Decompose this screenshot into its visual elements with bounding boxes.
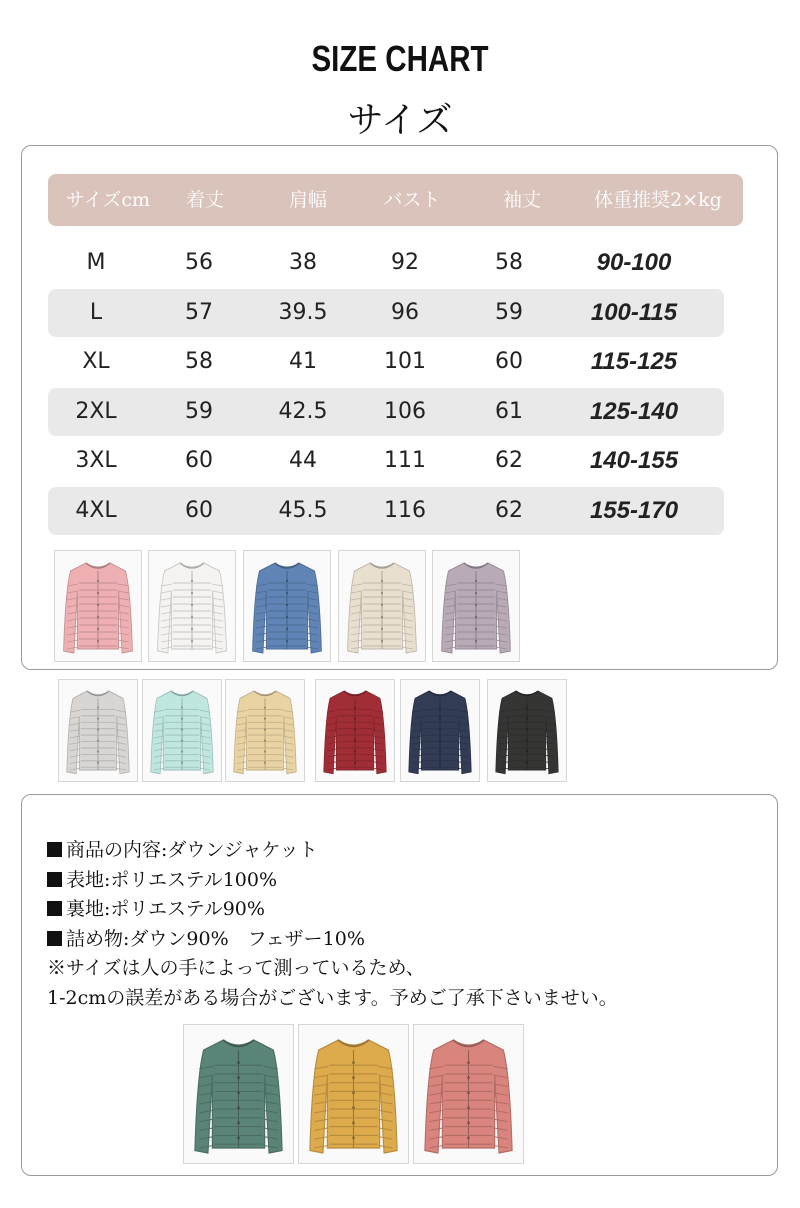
size-row-2xl [48, 388, 724, 436]
cell-length: 59 [185, 398, 213, 424]
info-line: 詰め物:ダウン90% フェザー10% [47, 925, 767, 955]
jacket-image [149, 551, 235, 661]
jacket-image [433, 551, 519, 661]
cell-shoulder: 39.5 [278, 299, 328, 325]
jacket-image [316, 680, 394, 781]
color-swatch-row3-3 [413, 1024, 524, 1164]
page-subtitle: サイズ [347, 100, 453, 141]
size-row-l [48, 289, 724, 337]
color-swatch-row1-5 [432, 550, 520, 662]
color-swatch-row1-2 [148, 550, 236, 662]
size-row-3xl [48, 437, 724, 485]
jacket-image [414, 1025, 523, 1163]
cell-sleeve: 62 [495, 448, 523, 473]
cell-shoulder: 41 [289, 349, 317, 374]
color-swatch-row2-2 [142, 679, 222, 782]
color-swatch-row2-3 [225, 679, 305, 782]
color-swatch-row1-4 [338, 550, 426, 662]
jacket-image [59, 680, 137, 781]
cell-sleeve: 59 [495, 299, 523, 325]
header-sleeve: 袖丈 [502, 189, 542, 211]
cell-size: 2XL [75, 398, 117, 424]
cell-size: 4XL [75, 497, 117, 523]
jacket-image [143, 680, 221, 781]
cell-bust: 92 [391, 250, 419, 275]
cell-shoulder: 38 [289, 250, 317, 275]
size-row-4xl [48, 487, 724, 535]
bullet-square-icon [47, 931, 62, 946]
bullet-square-icon [47, 901, 62, 916]
cell-shoulder: 45.5 [278, 497, 328, 523]
cell-weight: 140-155 [589, 447, 679, 474]
size-table-header [48, 174, 743, 226]
cell-size: L [89, 299, 103, 325]
cell-length: 60 [185, 497, 213, 523]
cell-size: XL [82, 349, 110, 374]
cell-weight: 125-140 [589, 397, 679, 425]
header-size: サイズcm [65, 189, 151, 211]
size-row-xl [48, 338, 724, 386]
cell-shoulder: 42.5 [278, 398, 328, 424]
cell-bust: 111 [384, 448, 426, 473]
color-swatch-row2-1 [58, 679, 138, 782]
cell-weight: 155-170 [589, 496, 679, 524]
cell-bust: 101 [384, 349, 426, 374]
color-swatch-row2-5 [400, 679, 480, 782]
jacket-image [401, 680, 479, 781]
jacket-image [299, 1025, 408, 1163]
color-swatch-row3-2 [298, 1024, 409, 1164]
cell-weight: 100-115 [590, 298, 678, 326]
cell-size: M [86, 250, 106, 275]
note-line: 1-2cmの誤差がある場合がございます。予めご了承下さいませい。 [47, 986, 618, 1009]
size-row-m [48, 239, 724, 287]
bullet-square-icon [47, 872, 62, 887]
cell-length: 57 [185, 299, 213, 325]
cell-length: 56 [185, 250, 213, 275]
cell-size: 3XL [75, 448, 117, 473]
jacket-image [55, 551, 141, 661]
jacket-image [488, 680, 566, 781]
cell-bust: 116 [384, 497, 426, 523]
cell-length: 60 [185, 448, 213, 473]
header-weight: 体重推奨2×kg [594, 189, 722, 211]
cell-length: 58 [185, 349, 213, 374]
jacket-image [184, 1025, 293, 1163]
header-shoulder: 肩幅 [288, 189, 328, 211]
note-line: ※サイズは人の手によって測っているため、 [47, 957, 425, 979]
cell-bust: 96 [391, 299, 419, 325]
color-swatch-row2-6 [487, 679, 567, 782]
info-line: 表地:ポリエステル100% [47, 866, 767, 896]
jacket-image [244, 551, 330, 661]
info-line: 商品の内容:ダウンジャケット [47, 836, 767, 866]
header-length: 着丈 [185, 189, 225, 211]
cell-sleeve: 61 [495, 398, 523, 424]
cell-sleeve: 60 [495, 349, 523, 374]
cell-shoulder: 44 [289, 448, 317, 473]
cell-weight: 90-100 [596, 249, 672, 276]
bullet-square-icon [47, 842, 62, 857]
header-bust: バスト [383, 189, 441, 211]
jacket-image [226, 680, 304, 781]
jacket-image [339, 551, 425, 661]
page-title: SIZE CHART [311, 38, 489, 79]
cell-weight: 115-125 [590, 348, 678, 375]
color-swatch-row1-1 [54, 550, 142, 662]
color-swatch-row1-3 [243, 550, 331, 662]
color-swatch-row2-4 [315, 679, 395, 782]
color-swatch-row3-1 [183, 1024, 294, 1164]
cell-sleeve: 58 [495, 250, 523, 275]
info-line: 裏地:ポリエステル90% [47, 895, 767, 925]
cell-sleeve: 62 [495, 497, 523, 523]
cell-bust: 106 [384, 398, 426, 424]
product-info-text [47, 836, 767, 1013]
